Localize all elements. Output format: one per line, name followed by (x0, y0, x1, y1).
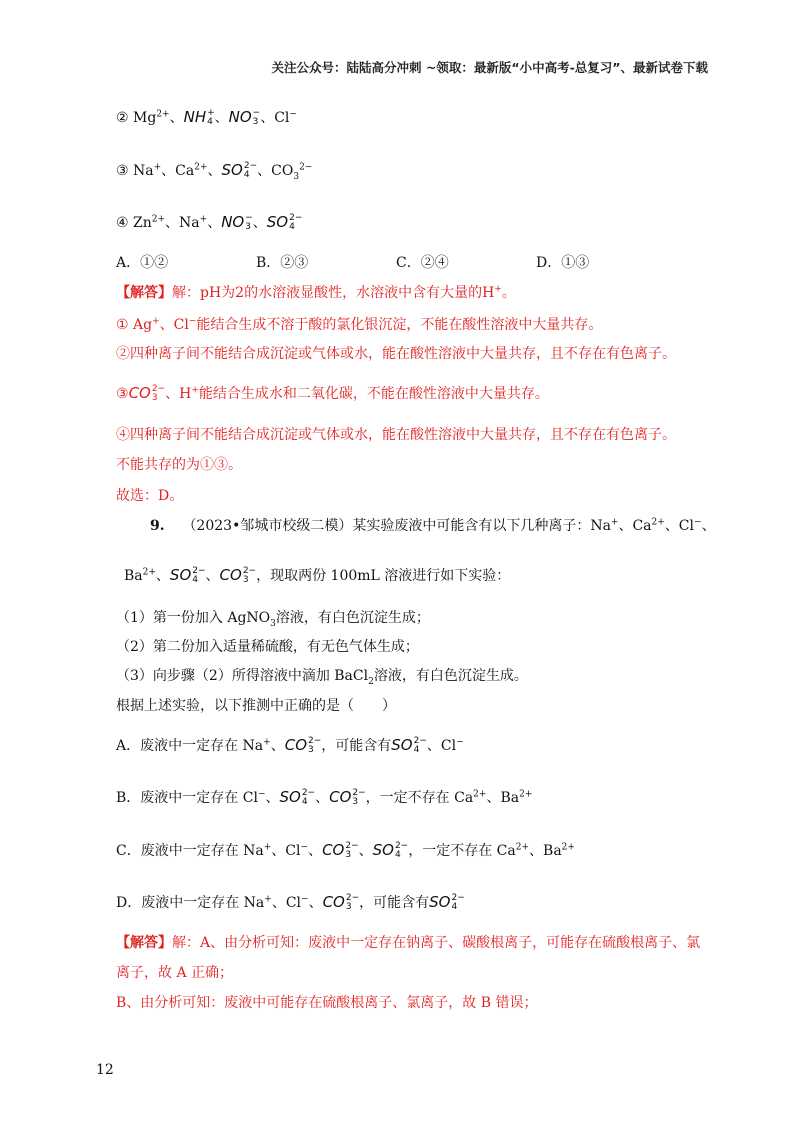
q8-options (116, 253, 676, 273)
answer9-line-3: B、由分析可知：废液中可能存在硫酸根离子、氯离子，故 B 错误； (116, 995, 538, 1011)
q8-option-b: B．②③ (256, 255, 309, 271)
q8-item-3: ③ Na+、$Ca^{2+}$、SO 2− 4 、$CO_3^{2-}$ (116, 160, 313, 182)
answer8-line-1: 【解答】解：pH为2的水溶液显酸性，水溶液中含有大量的H+。 (116, 284, 516, 301)
answer8-line-6: 不能共存的为①③。 (116, 457, 242, 473)
q9-option-b: B．废液中一定存在 Cl−、SO 2− 4 、CO 2− 3 ，一定不存在 $Ca^{2+}$、$Ba^{2+}$ (116, 787, 533, 807)
answer8-line-3: ②四种离子间不能结合成沉淀或气体或水，能在酸性溶液中大量共存，且不存在有色离子。 (116, 346, 676, 362)
q8-item-2: ② $Mg^{2+}$、NH + 4 、NO − 3 、Cl− (116, 107, 297, 127)
answer8-line-4: ③CO 2− 3 、H+能结合生成水和二氧化碳，不能在酸性溶液中大量共存。 (116, 383, 549, 403)
page-header: 关注公众号：陆陆高分冲刺 ~领取：最新版“小中高考-总复习”、最新试卷下载 (271, 60, 708, 75)
answer9-line-1: 【解答】解：A、由分析可知：废液中一定存在钠离子、碳酸根离子，可能存在硫酸根离子、氯 (116, 935, 701, 951)
q9-stem-line-2: $Ba^{2+}$、SO 2− 4 、CO 2− 3 ，现取两份 100mL 溶液进行如下实验： (124, 565, 511, 585)
q8-item-4: ④ $Zn^{2+}$、Na+、NO − 3 、SO 2− 4 (116, 212, 303, 232)
answer8-line-2: ① Ag+、Cl−能结合生成不溶于酸的氯化银沉淀，不能在酸性溶液中大量共存。 (116, 316, 603, 333)
q9-ask: 根据上述实验，以下推测中正确的是（ ） (116, 698, 396, 714)
q9-step-1: （1）第一份加入 AgNO$_3$溶液，有白色沉淀生成； (116, 610, 430, 629)
q9-option-c: C．废液中一定存在 Na+、Cl−、CO 2− 3 、SO 2− 4 ，一定不存在 $Ca^{2+}$、$Ba^{2+}$ (116, 840, 575, 860)
q9-option-a: A．废液中一定存在 Na+、CO 2− 3 ，可能含有SO 2− 4 、Cl− (116, 735, 464, 755)
q9-option-d: D．废液中一定存在 Na+、Cl−、CO 2− 3 ，可能含有SO 2− 4 (116, 892, 465, 912)
q9-step-3: （3）向步骤（2）所得溶液中滴加 BaCl$_2$溶液，有白色沉淀生成。 (116, 668, 528, 687)
page-number: 12 (96, 1062, 114, 1078)
answer8-line-5: ④四种离子间不能结合成沉淀或气体或水，能在酸性溶液中大量共存，且不存在有色离子。 (116, 427, 676, 443)
q8-option-c: C．②④ (396, 255, 449, 271)
q8-option-d: D．①③ (536, 255, 590, 271)
answer8-line-7: 故选：D。 (116, 488, 184, 504)
answer9-line-2: 离子，故 A 正确； (116, 965, 234, 981)
q8-option-a: A．①② (116, 255, 169, 271)
q9-step-2: （2）第二份加入适量稀硫酸，有无色气体生成； (116, 639, 419, 655)
q9-stem-line-1: 9. （2023•邹城市校级二模）某实验废液中可能含有以下几种离子：Na+、$Ca^{2+}$、Cl−、 (150, 517, 716, 534)
